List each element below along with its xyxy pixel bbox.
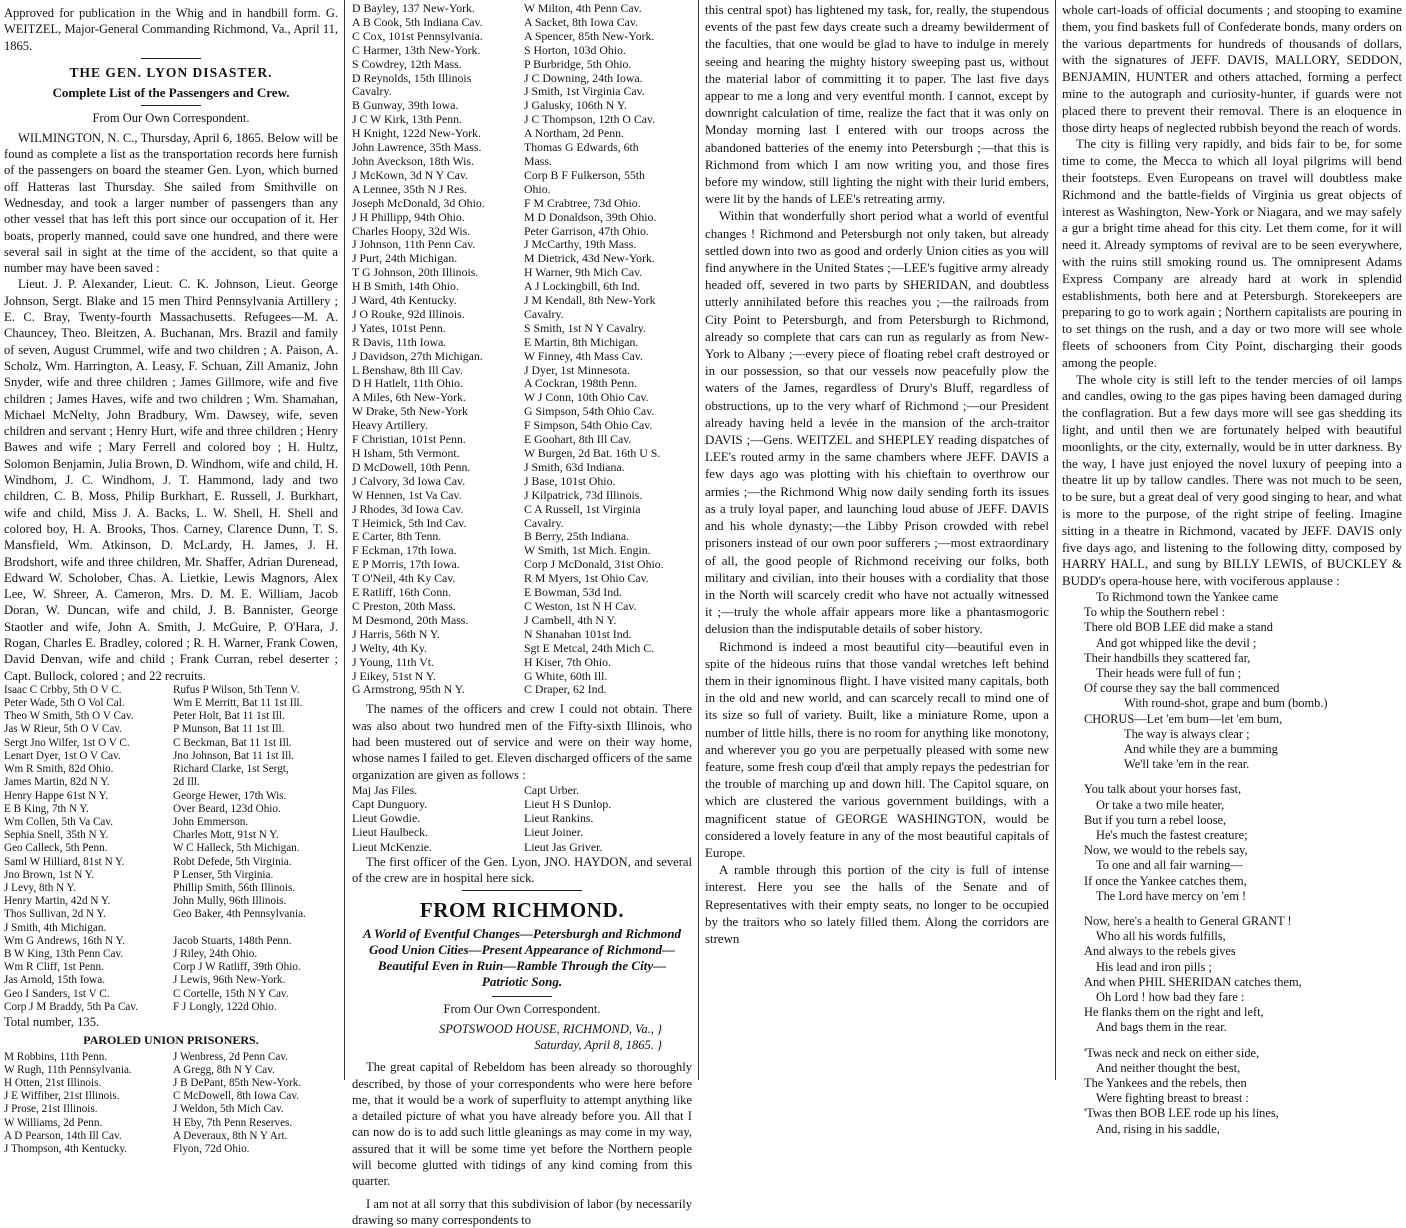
list-entry: J Harris, 56th N Y. xyxy=(352,626,440,641)
list-entry: A Cockran, 198th Penn. xyxy=(524,376,638,391)
subhead-passenger-list: Complete List of the Passengers and Crew. xyxy=(52,85,290,101)
list-entry: Corp J W Ratliff, 39th Ohio. xyxy=(173,961,301,974)
list-entry: J Smith, 63d Indiana. xyxy=(524,459,625,474)
column-1 xyxy=(4,2,338,1155)
list-entry: Cavalry. xyxy=(524,306,564,321)
list-entry: S Cowdrey, 12th Mass. xyxy=(352,56,462,71)
list-entry: D Reynolds, 15th Illinois xyxy=(352,70,472,85)
list-entry: Lieut Jas Griver. xyxy=(524,839,603,854)
list-entry: R M Myers, 1st Ohio Cav. xyxy=(524,571,649,586)
list-entry: A J Lockingbill, 6th Ind. xyxy=(524,279,640,294)
song-line: 'Twas then BOB LEE rode up his lines, xyxy=(1084,1106,1279,1121)
list-entry: F J Longly, 122d Ohio. xyxy=(173,1000,277,1013)
list-entry: W Hennen, 1st Va Cav. xyxy=(352,487,462,502)
list-entry: Lieut Gowdie. xyxy=(352,811,421,826)
list-entry: J Base, 101st Ohio. xyxy=(524,473,616,488)
list-entry: J C Downing, 24th Iowa. xyxy=(524,70,643,85)
list-entry: Peter Wade, 5th O Vol Cal. xyxy=(4,697,125,710)
list-entry: J O Rouke, 92d Illinois. xyxy=(352,306,465,321)
song-line: And while they are a bumming xyxy=(1124,741,1278,756)
list-entry: S Horton, 103d Ohio. xyxy=(524,42,626,57)
list-entry: F Christian, 101st Penn. xyxy=(352,432,466,447)
list-entry: C Cortelle, 15th N Y Cav. xyxy=(173,987,289,1000)
soldier-list-continued xyxy=(352,2,692,697)
article-paragraph: The city is filling very rapidly, and bids fair to be, for some time to come, the Mecca to which all loyal pilgrims will bend their footsteps. Even Europeans on travel will doubtless make Richmond and the battle-fields of Virginia us great objects of interest as Washington, New-York or Niagara, and we may safely a gur a bright time ahead for this city. Let them come, for it will need it. Already symptoms of revival are to be seen everywhere, with the ruins still smoking round us. The omnipresent Adams Express Company are already hard at work in splendid establishments, both here and at Petersburgh. Storekeepers are preparing to go to work again ; Northern capitalists are pouring in to set things on the rush, and a day or two more will see whole fleets of schooners from City Point, discharging their goods among the people. xyxy=(1062,137,1402,370)
list-entry: J Davidson, 27th Michigan. xyxy=(352,348,483,363)
list-entry: J Ward, 4th Kentucky. xyxy=(352,293,457,308)
song-line: There old BOB LEE did make a stand xyxy=(1084,620,1273,635)
song-line: And when PHIL SHERIDAN catches them, xyxy=(1084,974,1302,989)
list-entry: Rufus P Wilson, 5th Tenn V. xyxy=(173,683,300,696)
list-entry: A Lennee, 35th N J Res. xyxy=(352,181,468,196)
song-line: Of course they say the ball commenced xyxy=(1084,681,1280,696)
song-line: Now, we would to the rebels say, xyxy=(1084,843,1248,858)
column-4 xyxy=(1062,2,1402,1136)
list-entry xyxy=(173,922,338,935)
separator xyxy=(492,996,552,997)
column-rule xyxy=(1055,0,1056,1080)
list-entry: C Draper, 62 Ind. xyxy=(524,682,607,697)
list-entry: J M Kendall, 8th New-York xyxy=(524,293,656,308)
list-entry: J B DePant, 85th New-York. xyxy=(173,1076,302,1089)
column-rule xyxy=(344,0,345,1080)
list-entry: Cavalry. xyxy=(352,84,392,99)
list-entry: Geo I Sanders, 1st V C. xyxy=(4,987,110,1000)
list-entry: H Isham, 5th Vermont. xyxy=(352,446,460,460)
list-entry: J Thompson, 4th Kentucky. xyxy=(4,1142,128,1155)
list-entry: Cavalry. xyxy=(524,515,564,530)
list-entry: J Smith, 4th Michigan. xyxy=(4,921,107,934)
list-entry: Mass. xyxy=(524,153,552,168)
article-paragraph: The whole city is still left to the tender mercies of oil lamps and candles, owing to the gas pipes having been damaged during the conflagration. But a few days more will see gas shedding its light, and until then we are fortunately helped with beautiful moonlights, or the city, externally, would be in utter darkness. By the way, I have just enjoyed the novel luxury of peeping into a theatre lit up by tallow candles. There was not much to be seen, to be sure, but a great deal of very good singing to hear, and what is more to the purpose, of the right stripe of feeling. Imagine sitting in a theatre in Richmond, vacated by JEFF. DAVIS only five days ago, and listening to the following ditty, composed by HARRY HALL, and sung by BILLY LEWIS, of BUCKLEY & BUDD's opera-house here, with vociferous applause : xyxy=(1062,372,1402,589)
list-entry: J Yates, 101st Penn. xyxy=(352,320,446,335)
list-entry: Lenart Dyer, 1st O V Cav. xyxy=(4,749,121,762)
list-entry: J Lewis, 96th New-York. xyxy=(173,974,286,987)
list-entry: J Prose, 21st Illinois. xyxy=(4,1103,98,1116)
list-entry: A Gregg, 8th N Y Cav. xyxy=(173,1063,275,1076)
song-line: 'Twas neck and neck on either side, xyxy=(1084,1045,1260,1060)
separator xyxy=(141,105,201,106)
list-entry: H Otten, 21st Illinois. xyxy=(4,1076,102,1089)
list-entry: J Eikey, 51st N Y. xyxy=(352,668,436,683)
column-3 xyxy=(705,2,1049,1078)
list-entry: Lieut Rankins. xyxy=(524,811,594,826)
list-entry: J McCarthy, 19th Mass. xyxy=(524,237,637,252)
list-entry: W J Conn, 10th Ohio Cav. xyxy=(524,390,649,405)
list-entry: B Berry, 25th Indiana. xyxy=(524,529,630,544)
list-entry: Jno Brown, 1st N Y. xyxy=(4,868,95,881)
list-entry: John Mully, 96th Illinois. xyxy=(173,895,287,908)
list-entry: Henry Martin, 42d N Y. xyxy=(4,895,111,908)
list-entry: Lieut McKenzie. xyxy=(352,839,432,854)
list-entry: E Carter, 8th Tenn. xyxy=(352,529,442,544)
list-entry: H Knight, 122d New-York. xyxy=(352,126,481,141)
list-entry: J Johnson, 11th Penn Cav. xyxy=(352,237,476,252)
list-entry: J Galusky, 106th N Y. xyxy=(524,98,627,113)
list-entry: W Rugh, 11th Pennsylvania. xyxy=(4,1063,132,1076)
song-line: And always to the rebels gives xyxy=(1084,944,1236,959)
list-entry: J McKown, 3d N Y Cav. xyxy=(352,167,468,182)
first-officer-paragraph: The first officer of the Gen. Lyon, JNO. HAYDON, and several of the crew are in hospital here sick. xyxy=(352,854,692,886)
list-entry: F Simpson, 54th Ohio Cav. xyxy=(524,418,653,433)
song-line: And, rising in his saddle, xyxy=(1096,1121,1220,1136)
correspondent-credit-2: From Our Own Correspondent. xyxy=(443,1002,601,1017)
list-entry: Corp J M Braddy, 5th Pa Cav. xyxy=(4,1000,139,1013)
list-entry: W Drake, 5th New-York xyxy=(352,404,468,419)
list-entry: Lieut Haulbeck. xyxy=(352,825,428,840)
list-entry: John Emmerson. xyxy=(173,815,249,828)
song-line: The Yankees and the rebels, then xyxy=(1084,1075,1247,1090)
list-entry: E P Morris, 17th Iowa. xyxy=(352,557,460,572)
list-entry: Geo Baker, 4th Pennsylvania. xyxy=(173,908,306,921)
list-entry: Capt Urber. xyxy=(524,782,580,797)
song-line: Or take a two mile heater, xyxy=(1096,797,1225,812)
list-entry: C A Russell, 1st Virginia xyxy=(524,501,641,516)
separator xyxy=(141,58,201,59)
list-entry: John Aveckson, 18th Wis. xyxy=(352,153,474,168)
list-entry: Jno Johnson, Bat 11 1st Ill. xyxy=(173,749,295,762)
song-line: To Richmond town the Yankee came xyxy=(1096,589,1279,604)
headline-gen-lyon: THE GEN. LYON DISASTER. xyxy=(69,64,273,80)
paroled-heading: PAROLED UNION PRISONERS. xyxy=(83,1033,259,1048)
list-entry: E Bowman, 53d Ind. xyxy=(524,585,622,600)
list-entry: J Welty, 4th Ky. xyxy=(352,640,427,655)
list-entry: H B Smith, 14th Ohio. xyxy=(352,279,459,294)
list-entry: C Preston, 20th Mass. xyxy=(352,598,456,613)
list-entry: Sgt E Metcal, 24th Mich C. xyxy=(524,640,655,655)
dateline-line-2: Saturday, April 8, 1865. } xyxy=(534,1038,662,1052)
song-line: And got whipped like the devil ; xyxy=(1096,635,1257,650)
song-line: CHORUS—Let 'em bum—let 'em bum, xyxy=(1084,711,1283,726)
list-entry: W Burgen, 2d Bat. 16th U S. xyxy=(524,446,661,460)
list-entry: Thomas G Edwards, 6th xyxy=(524,140,639,155)
song-line: His lead and iron pills ; xyxy=(1096,959,1212,974)
list-entry: E B King, 7th N Y. xyxy=(4,802,89,815)
list-entry: E Martin, 8th Michigan. xyxy=(524,334,639,349)
list-entry: A Sacket, 8th Iowa Cav. xyxy=(524,14,638,29)
list-entry: Richard Clarke, 1st Sergt, xyxy=(173,763,289,776)
article-paragraph: A ramble through this portion of the city is full of intense interest. Here you see the halls of the Senate and of Representatives with their empty seats, no longer to be occupied by the traitors who so lately filled them. Along the corridors are strewn xyxy=(705,863,1049,946)
list-entry: J Purt, 24th Michigan. xyxy=(352,251,458,266)
list-entry: Jas Arnold, 15th Iowa. xyxy=(4,974,105,987)
list-entry: J Riley, 24th Ohio. xyxy=(173,947,258,960)
list-entry: T O'Neil, 4th Ky Cav. xyxy=(352,571,456,586)
officer-list xyxy=(352,783,692,854)
list-entry: Sephia Snell, 35th N Y. xyxy=(4,829,109,842)
list-entry: Jacob Stuarts, 148th Penn. xyxy=(173,934,292,947)
list-entry: W C Halleck, 5th Michigan. xyxy=(173,842,300,855)
song-line: The way is always clear ; xyxy=(1124,726,1250,741)
article-paragraph: WILMINGTON, N. C., Thursday, April 6, 1865. Below will be found as complete a list as the transportation records here furnish of the passengers on board the steamer Gen. Lyon, which burned off Hatteras last Thursday. She sailed from Smithville on Wednesday, and took a larger number of passengers than any other vessel that has left this port since our occupation of it. Her boats, properly manned, could save one hundred, and there were several sail in sight at the time of the accident, so that quite a number may have been saved : xyxy=(4,130,338,276)
list-entry: J Smith, 1st Virginia Cav. xyxy=(524,84,645,99)
stanza-gap xyxy=(1084,904,1402,914)
headline-from-richmond: FROM RICHMOND. xyxy=(419,898,625,923)
list-entry: W Williams, 2d Penn. xyxy=(4,1116,103,1129)
list-entry: H Warner, 9th Mich Cav. xyxy=(524,265,643,280)
list-entry: Wm E Merritt, Bat 11 1st Ill. xyxy=(173,697,303,710)
dateline-line-1: SPOTSWOOD HOUSE, RICHMOND, Va., } xyxy=(438,1021,662,1036)
list-entry: H Kiser, 7th Ohio. xyxy=(524,654,612,669)
list-entry: T Heimick, 5th Ind Cav. xyxy=(352,515,467,530)
list-entry: L Benshaw, 8th Ill Cav. xyxy=(352,362,463,377)
list-entry: G Armstrong, 95th N Y. xyxy=(352,682,465,697)
list-entry: M Robbins, 11th Penn. xyxy=(4,1050,108,1063)
list-entry: D McDowell, 10th Penn. xyxy=(352,459,471,474)
article-paragraph: The great capital of Rebeldom has been already so thoroughly described, by those of your correspondents who were here before me, that it would be a work of superfluity to attempt anything like a detailed picture of what you have already before you. All that I can now do is to add such little gleanings as may come in my way, assured that it will be some time yet before the Northern people will become glutted with tidings of any kind coming from this quarter. xyxy=(352,1060,692,1189)
list-entry: Robt Defede, 5th Virginia. xyxy=(173,855,292,868)
list-entry: E Goohart, 8th Ill Cav. xyxy=(524,432,632,447)
list-entry: Capt Dunguory. xyxy=(352,797,428,811)
list-entry: Wm R Cliff, 1st Penn. xyxy=(4,961,104,974)
list-entry: C Cox, 101st Pennsylvania. xyxy=(352,28,483,43)
list-entry: M Dietrick, 43d New-York. xyxy=(524,251,655,266)
list-entry: Maj Jas Files. xyxy=(352,782,418,797)
song-line: Oh Lord ! how bad they fare : xyxy=(1096,989,1245,1004)
column-2 xyxy=(352,1,692,1227)
list-entry: Wm R Smith, 82d Ohio. xyxy=(4,763,114,776)
list-entry: John Lawrence, 35th Mass. xyxy=(352,140,482,155)
list-entry: Corp J McDonald, 31st Ohio. xyxy=(524,557,664,572)
list-entry: Joseph McDonald, 3d Ohio. xyxy=(352,195,485,210)
list-entry: E Ratliff, 16th Conn. xyxy=(352,585,452,600)
officers-paragraph: The names of the officers and crew I could not obtain. There was also about two hundred men of the Fifty-sixth Illinois, who had been mustered out of service and were on their way home, whose names I failed to get. Eleven discharged officers of the same organization are given as follows : xyxy=(352,702,692,782)
stanza-gap xyxy=(1084,1036,1402,1046)
article-paragraph: I am not at all sorry that this subdivision of labor (by necessarily drawing so many correspondents to xyxy=(352,1196,692,1227)
list-entry: S Smith, 1st N Y Cavalry. xyxy=(524,320,646,335)
list-entry: W Milton, 4th Penn Cav. xyxy=(524,1,642,15)
soldier-list xyxy=(4,684,338,1014)
list-entry: Lieut Joiner. xyxy=(524,825,583,840)
correspondent-credit: From Our Own Correspondent. xyxy=(92,111,250,126)
list-entry: Henry Happe 61st N Y. xyxy=(4,789,109,802)
list-entry: J Weldon, 5th Mich Cav. xyxy=(173,1103,284,1116)
list-entry: W Finney, 4th Mass Cav. xyxy=(524,348,643,363)
list-entry: C Weston, 1st N H Cav. xyxy=(524,598,637,613)
list-entry: J Kilpatrick, 73d Illinois. xyxy=(524,487,643,502)
list-entry: J H Phillipp, 94th Ohio. xyxy=(352,209,465,224)
list-entry: C Beckman, Bat 11 1st Ill. xyxy=(173,736,292,749)
list-entry: J Cambell, 4th N Y. xyxy=(524,612,617,627)
list-entry: C McDowell, 8th Iowa Cav. xyxy=(173,1090,300,1103)
stanza-gap xyxy=(1084,772,1402,782)
list-entry: P Munson, Bat 11 1st Ill. xyxy=(173,723,285,736)
list-entry: J Young, 11th Vt. xyxy=(352,654,434,669)
list-entry: Over Beard, 123d Ohio. xyxy=(173,802,281,815)
list-entry: Geo Calleck, 5th Penn. xyxy=(4,842,108,855)
list-entry: J Levy, 8th N Y. xyxy=(4,881,76,894)
list-entry: Charles Mott, 91st N Y. xyxy=(173,829,279,842)
song-line: To whip the Southern rebel : xyxy=(1084,605,1226,620)
list-entry: Jas W Rieur, 5th O V Cav. xyxy=(4,723,122,736)
total-number: Total number, 135. xyxy=(4,1014,100,1029)
paroled-prisoner-list xyxy=(4,1051,338,1157)
song-line: Their handbills they scattered far, xyxy=(1084,650,1251,665)
song-line: He's much the fastest creature; xyxy=(1096,827,1248,842)
song-line: Who all his words fulfills, xyxy=(1096,929,1226,944)
subhead-richmond: A World of Eventful Changes—Petersburgh and Richmond Good Union Cities—Present Appearance of Richmond—Beautiful Even in Ruin—Ramble Through the City—Patriotic Song. xyxy=(362,926,682,990)
list-entry: Peter Holt, Bat 11 1st Ill. xyxy=(173,710,285,723)
list-entry: J C Thompson, 12th O Cav. xyxy=(524,112,656,127)
list-entry: Charles Hoopy, 32d Wis. xyxy=(352,223,471,238)
song-line: You talk about your horses fast, xyxy=(1084,782,1242,797)
list-entry: A Northam, 2d Penn. xyxy=(524,126,624,141)
list-entry: James Martin, 82d N Y. xyxy=(4,776,110,789)
list-entry: J Rhodes, 3d Iowa Cav. xyxy=(352,501,464,516)
list-entry: Isaac C Crbby, 5th O V C. xyxy=(4,683,122,696)
approval-notice: Approved for publication in the Whig and in handbill form. G. WEITZEL, Major-General Commanding Richmond, Va., April 11, 1865. xyxy=(4,6,338,53)
list-entry: B W King, 13th Penn Cav. xyxy=(4,947,124,960)
list-entry: Saml W Hilliard, 81st N Y. xyxy=(4,855,125,868)
list-entry: G White, 60th Ill. xyxy=(524,668,608,683)
list-entry: N Shanahan 101st Ind. xyxy=(524,626,632,641)
list-entry: J C W Kirk, 13th Penn. xyxy=(352,112,463,127)
song-line: He flanks them on the right and left, xyxy=(1084,1005,1264,1020)
list-entry: D Bayley, 137 New-York. xyxy=(352,1,475,15)
list-entry: B Gunway, 39th Iowa. xyxy=(352,98,459,113)
list-entry: Lieut H S Dunlop. xyxy=(524,797,612,811)
list-entry: George Hewer, 17th Wis. xyxy=(173,789,287,802)
song-line: But if you turn a rebel loose, xyxy=(1084,812,1227,827)
list-entry: C Harmer, 13th New-York. xyxy=(352,42,481,57)
song-line: To one and all fair warning— xyxy=(1096,858,1243,873)
song-line: And neither thought the best, xyxy=(1096,1060,1241,1075)
list-entry: P Lenser, 5th Virginia. xyxy=(173,868,274,881)
passenger-paragraph: Lieut. J. P. Alexander, Lieut. C. K. Johnson, Lieut. George Johnson, Sergt. Blake and 15 men Third Pennsylvania Artillery ; E. C. Bray, Twenty-fourth Massachusetts. Refugees—M. A. Chauncey, Theo. Bleitzen, A. Buchanan, Mrs. Brazil and family of seven, August Crummel, wife and two children ; A. Paison, A. Scholz, Wm. Harrington, A. Leasy, F. Schuan, Zill Amaniz, John Snyder, wife and three children ; James Gillmore, wife and five children ; James Haves, wife and two children ; Wm. Shamahan, Michael McNelty, John Bradbury, Wm. Dawsey, wife, seven children and servant ; Henry Hurt, wife and three children ; Henry Bawes and wife ; Mary Ferrell and colored boy ; H. Hultz, Solomon Benjamin, Julia Brown, D. Windhom, wife and child, H. Windhom, J. C. Windhom, J. T. Hammond, lady and two children, C. B. Moss, Philip Burkhart, E. Russell, J. Burkhart, wife and child, Miss J. A. Backs, L. W. Shell, H. Shell and colored boy, H. A. Brooks, Thos. Carney, Clarence Dunn, T. S. Mansfield, Wm. Atkinson, D. McLardy, H. James, J. H. Brodshort, wife and three children, Mr. Shaffer, Adrian Durenead, Edward W. Scholober, Chas. A. Lietkie, Lewis Magnors, Alex Lee, W. Shreer, A. Cameron, Mrs. D. M. E. William, Jacob Doran, W. Duncan, wife and child, J. B. Bannister, George Staotler and wife, John A. Smith, J. McGuire, P. O'Hara, J. Rogan, Charles E. Bradley, colored ; R. H. Warner, Frank Cowen, David Denvan, wife and child ; Frank Curran, rebel deserter ; Capt. Bullock, colored ; and 22 recruits. xyxy=(4,277,338,683)
list-entry: F Eckman, 17th Iowa. xyxy=(352,543,457,558)
list-entry: D H Hatlelt, 11th Ohio. xyxy=(352,376,463,391)
song-line: The Lord have mercy on 'em ! xyxy=(1096,888,1247,903)
list-entry: Phillip Smith, 56th Illinois. xyxy=(173,881,296,894)
article-paragraph: whole cart-loads of official documents ; and stooping to examine them, you find baskets full of Confederate bonds, many orders on the various departments for hundreds of thousands of dollars, with the signatures of JEFF. DAVIS, MALLORY, SEDDON, BENJAMIN, HUNTER and others attached, forming a perfect mine to the autograph and curiosity-hunter, if guards were not placed there to prevent their removal. There is an eloquence in those dirty heaps of neglected rubbish beyond the reach of words. xyxy=(1062,3,1402,135)
list-entry: G Simpson, 54th Ohio Cav. xyxy=(524,404,655,419)
song-line: Their heads were full of fun ; xyxy=(1096,665,1242,680)
song-line: Now, here's a health to General GRANT ! xyxy=(1084,913,1292,928)
list-entry: Wm G Andrews, 16th N Y. xyxy=(4,934,125,947)
list-entry: A Miles, 6th New-York. xyxy=(352,390,466,405)
list-entry: J E Wiffiber, 21st Illinois. xyxy=(4,1090,120,1103)
list-entry: W Smith, 1st Mich. Engin. xyxy=(524,543,651,558)
list-entry: A Deveraux, 8th N Y Art. xyxy=(173,1129,288,1142)
list-entry: Theo W Smith, 5th O V Cav. xyxy=(4,710,134,723)
article-paragraph: Richmond is indeed a most beautiful city—beautiful even in spite of the hideous ruins that those vandal wretches left behind them in their ignominous flight. I have visited many capitals, both in the old and new world, and can scarcely recall to mind one of its size so full of variety. Built, like a miniature Rome, upon a number of little hills, there is no room for anything like monotony, and wherever you go you are perpetually pleased with some new feature, some fresh coup d'œil that amply repays the pedestrian for the trouble of marching up and down hill. The Capitol square, on which are clustered the various government buildings, with a magnificent statue of GEORGE WASHINGTON, would be considered a lovely feature in any of the most beautiful capitals of Europe. xyxy=(705,639,1049,860)
list-entry: 2d Ill. xyxy=(173,776,200,789)
article-paragraph: Within that wonderfully short period what a world of eventful changes ! Richmond and Petersburgh not only taken, but already settled down into two as good and orderly Union cities as you will find anywhere in the United States ;—LEE's fugitive army already headed off, severed in two parts by SHERIDAN, and doubtless utterly annihilated before this reaches you ;—the railroads from City Point to Petersburgh, and from Petersburgh to Richmond, already so complete that cars can run as regularly as from New-York to Albany ;—every piece of floating rebel craft destroyed or in our possession, so that our vessels now peacefully plow the waters of the James, regardless of Drury's Bluff, regardless of obstructions, up to the very wharf of Richmond ;—our President already having held a levée in the mansion of the arch-traitor DAVIS ;—Gens. WEITZEL and SHEPLEY reading dispatches of LEE's routed army in the same chambers where JEFF. DAVIS a few days ago was plotting with his chieftain to overthrow our armies ;—the Richmond Whig now daily sending forth its issues as a truly loyal paper, and launching loud abuse of JEFF. DAVIS and his whole dynasty;—the Libby Prison crowded with rebel prisoners instead of our own poor sufferers ;—most extraordinary of all, the good people of Richmond receiving our folks, both military and civilian, into their houses with a cordiality that those in the North will scarcely credit who have not actually witnessed it ;—truly the whole affair appears more like a phantasmogoric delusion than the indisputable details of sober history. xyxy=(705,209,1049,637)
list-entry: Corp B F Fulkerson, 55th xyxy=(524,167,645,182)
column-rule xyxy=(698,0,699,1080)
list-entry: A Spencer, 85th New-York. xyxy=(524,28,655,43)
song-line: Were fighting breast to breast : xyxy=(1096,1091,1249,1106)
list-entry: J Wenbress, 2d Penn Cav. xyxy=(173,1050,289,1063)
song-line: With round-shot, grape and bum (bomb.) xyxy=(1124,696,1328,711)
list-entry: T G Johnson, 20th Illinois. xyxy=(352,265,479,280)
song-line: And bags them in the rear. xyxy=(1096,1020,1227,1035)
separator xyxy=(462,890,582,891)
song-lyrics xyxy=(1084,590,1402,1137)
list-entry: Thos Sullivan, 2d N Y. xyxy=(4,908,106,921)
list-entry: Ohio. xyxy=(524,181,551,196)
song-line: We'll take 'em in the rear. xyxy=(1124,757,1250,772)
song-line: If once the Yankee catches them, xyxy=(1084,873,1247,888)
list-entry: A B Cook, 5th Indiana Cav. xyxy=(352,14,483,29)
list-entry: Sergt Jno Wilfer, 1st O V C. xyxy=(4,736,130,749)
list-entry: F M Crabtree, 73d Ohio. xyxy=(524,195,641,210)
list-entry: H Eby, 7th Penn Reserves. xyxy=(173,1116,293,1129)
list-entry: R Davis, 11th Iowa. xyxy=(352,334,447,349)
list-entry: Peter Garrison, 47th Ohio. xyxy=(524,223,649,238)
list-entry: Heavy Artillery. xyxy=(352,418,428,433)
list-entry: Wm Collen, 5th Va Cav. xyxy=(4,815,114,828)
list-entry: J Calvory, 3d Iowa Cav. xyxy=(352,473,466,488)
list-entry: P Burbridge, 5th Ohio. xyxy=(524,56,632,71)
list-entry: M D Donaldson, 39th Ohio. xyxy=(524,209,657,224)
list-entry: M Desmond, 20th Mass. xyxy=(352,612,469,627)
list-entry: J Dyer, 1st Minnesota. xyxy=(524,362,631,377)
list-entry: A D Pearson, 14th Ill Cav. xyxy=(4,1129,122,1142)
article-paragraph: this central spot) has lightened my task, for, really, the stupendous events of the past few days create such a dreamy bewilderment of the faculties, that one would be glad to have to indulge in merely seeing and hearing the mighty history sweeping past us, without the material labor of committing it to paper. The last five days appear to me a long and very eventful month. I cannot, except by downright calculation of time, realize the fact that it was only on Monday morning last I entered with our troops across the abandoned batteries of the enemy into Petersburgh ;—that this is Richmond from which I am now writing you, and those fires before my window, still lighting the night with their lurid embers, were lit by the hands of LEE's retreating army. xyxy=(705,3,1049,207)
list-entry: Flyon, 72d Ohio. xyxy=(173,1142,250,1155)
